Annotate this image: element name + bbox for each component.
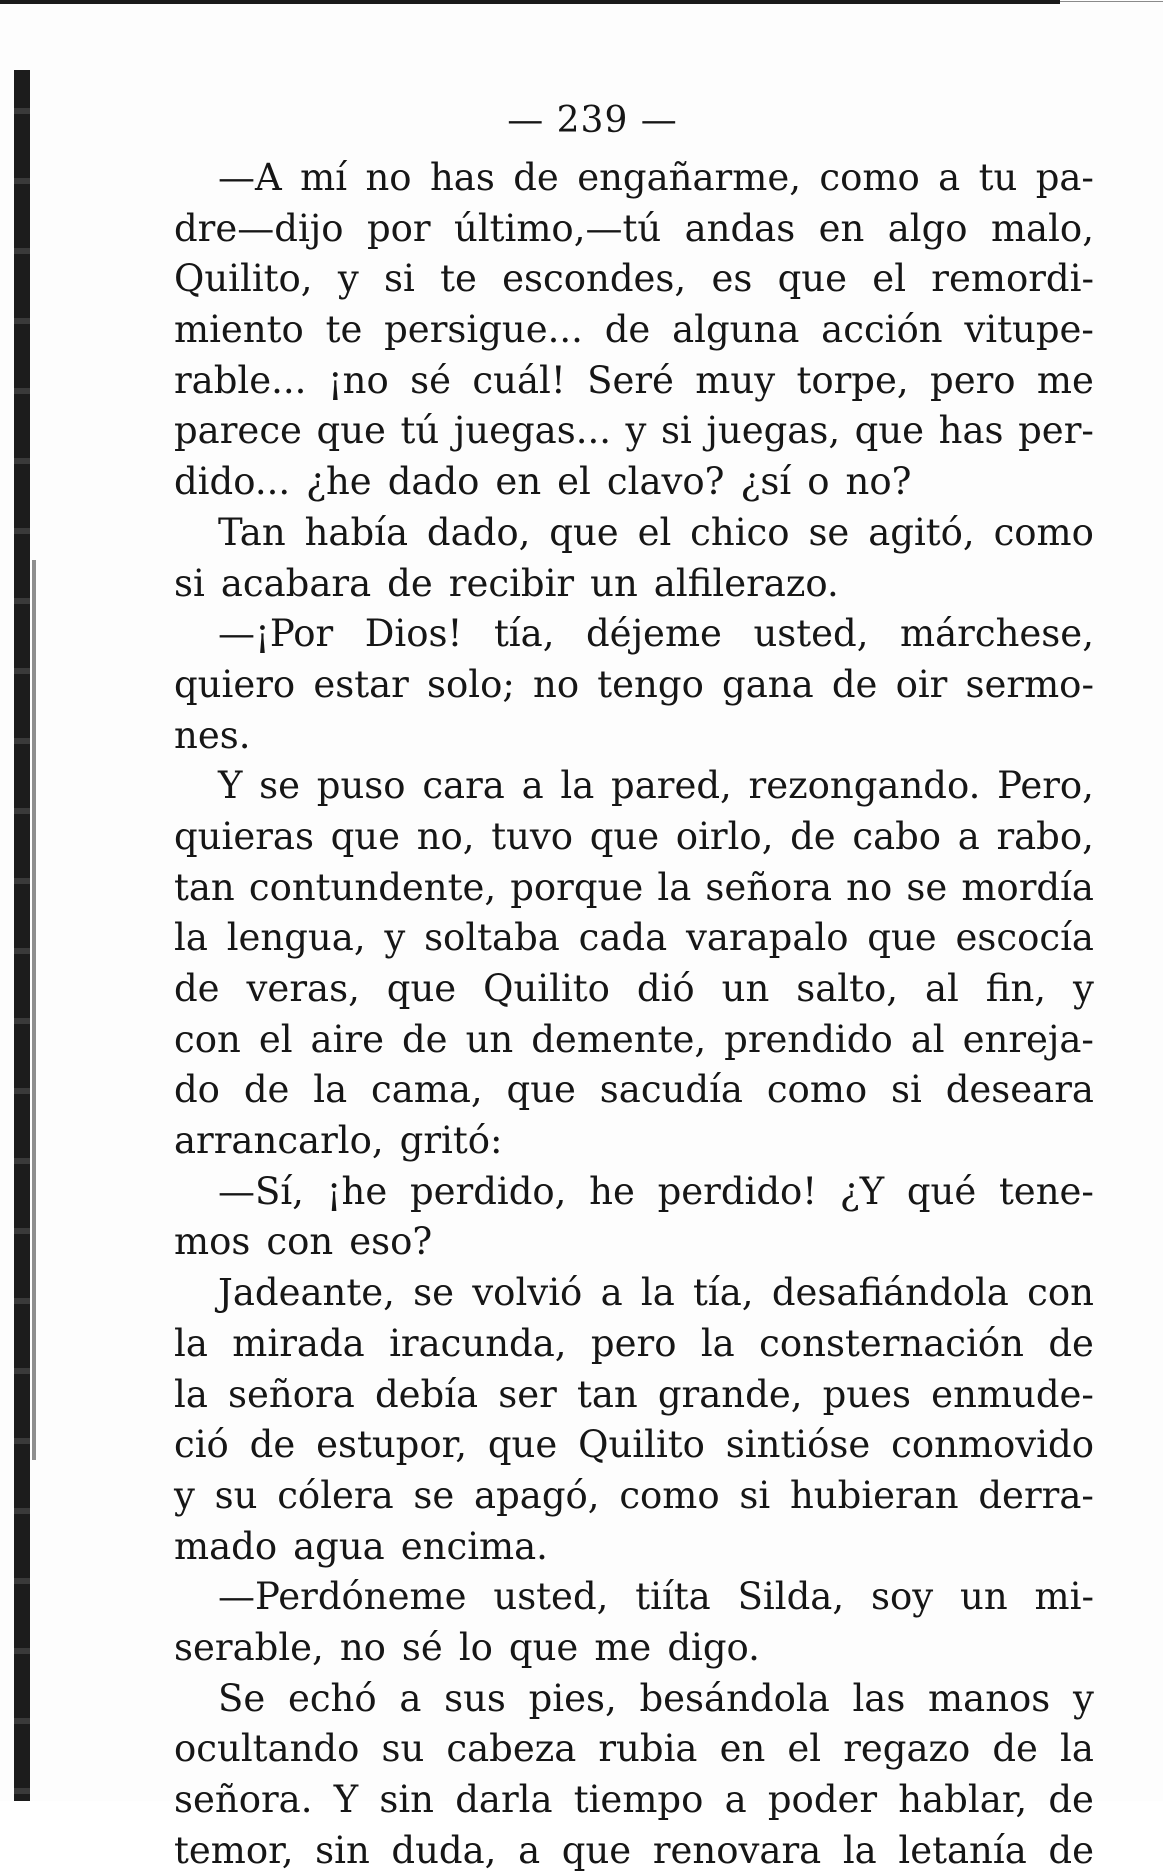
text-line: serable, no sé lo que me digo. [174,1625,760,1669]
text-line: dre—dijo por último,—tú andas en algo malo, [174,206,1094,250]
text-line: ocultando su cabeza rubia en el regazo de la [174,1727,1094,1771]
text-line: do de la cama, que sacudía como si deseara [174,1068,1094,1112]
text-line: la señora debía ser tan grande, pues enmude- [174,1372,1094,1416]
text-line: miento te persigue... de alguna acción vitupe- [174,308,1094,352]
text-line: señora. Y sin darla tiempo a poder hablar, de [174,1778,1094,1821]
page-number: — 239 — [507,100,678,141]
text-line: —A mí no has de engañarme, como a tu pa- [218,156,1094,199]
text-line: Y se puso cara a la pared, rezongando. Pero, [218,764,1094,808]
top-edge-rule-faint [1060,1,1163,2]
text-line: parece que tú juegas... y si juegas, que has per- [174,409,1094,453]
binding-edge-shadow [14,70,30,1801]
text-line: Tan había dado, que el chico se agitó, como [218,510,1094,554]
text-line: la mirada iracunda, pero la consternación de [174,1321,1094,1365]
text-line: rable... ¡no sé cuál! Seré muy torpe, pero me [174,358,1094,402]
text-line: ció de estupor, que Quilito sintióse conmovido [174,1423,1094,1467]
text-line: temor, sin duda, a que renovara la letanía de [174,1828,1094,1872]
text-line: la lengua, y soltaba cada varapalo que escocía [174,916,1094,960]
text-line: mado agua encima. [174,1524,548,1568]
text-line: Quilito, y si te escondes, es que el remordi- [174,257,1094,301]
body-text [174,153,1094,1876]
text-line: —¡Por Dios! tía, déjeme usted, márchese, [218,612,1094,656]
text-line: y su cólera se apagó, como si hubieran derra- [174,1473,1094,1517]
top-edge-rule [0,0,1060,4]
binding-edge-line [32,560,36,1460]
text-line: mos con eso? [174,1220,433,1264]
text-line: Jadeante, se volvió a la tía, desafiándola con [218,1271,1094,1315]
text-line: quiero estar solo; no tengo gana de oir sermo- [174,662,1094,706]
text-line: de veras, que Quilito dió un salto, al fin, y [174,967,1094,1010]
text-line: dido... ¿he dado en el clavo? ¿sí o no? [174,460,912,504]
text-line: —Perdóneme usted, tiíta Silda, soy un mi- [218,1575,1094,1619]
text-line: arrancarlo, gritó: [174,1119,503,1163]
text-line: —Sí, ¡he perdido, he perdido! ¿Y qué tene- [218,1169,1094,1213]
text-line: con el aire de un demente, prendido al enreja- [174,1017,1094,1061]
text-line: si acabara de recibir un alfilerazo. [174,561,839,605]
text-line: tan contundente, porque la señora no se mordía [174,865,1094,909]
text-line: Se echó a sus pies, besándola las manos y [218,1676,1094,1720]
text-line: quieras que no, tuvo que oirlo, de cabo a rabo, [174,814,1094,858]
text-line: nes. [174,713,251,757]
